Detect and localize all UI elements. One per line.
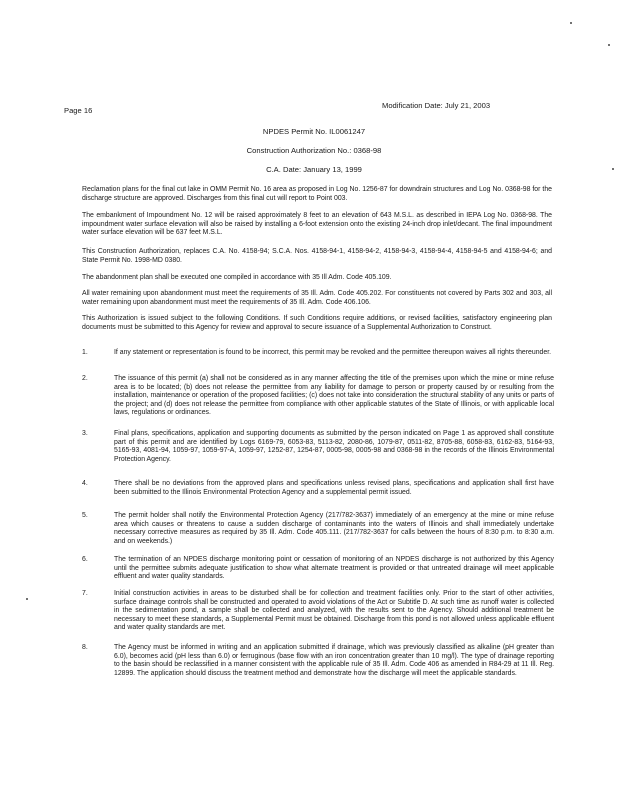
paragraph-conditions-intro: This Authorization is issued subject to the following Conditions. If such Conditions require additions, or revised facilities, satisfactory engineering plan documents must be submitted to this Agency for review and approval to secure issuance of a Supplemental Authorization to Construct. [82,315,552,331]
condition-text: The permit holder shall notify the Environmental Protection Agency (217/782-3637) immediately of an emergency at the mine or mine refuse area which causes or threatens to cause a sudden discharge of contaminants into the waters of Illinois and shall immediately undertake necessary corrective measures as required by 35 Ill. Adm. Code 405.111. (217/782-3637 for calls between the hours of 8:30 p.m. to 8:30 a.m. and on weekends.) [114,512,554,545]
paragraph-replaces: This Construction Authorization, replaces C.A. No. 4158-94; S.C.A. Nos. 4158-94-1, 4158-94-2, 4158-94-3, 4158-94-4, 4158-94-5 and 4158-94-6; and State Permit No. 1998-MD 0380. [82,248,552,264]
ca-date: C.A. Date: January 13, 1999 [266,165,362,174]
paragraph-embankment: The embankment of Impoundment No. 12 will be raised approximately 8 feet to an elevation of 643 M.S.L. as described in IEPA Log No. 0368-98. The impoundment water surface elevation will also be raised by installing a 6-foot extension onto the existing 24-inch drop inlet/decant. The final impoundment water surface elevation will be 637 feet M.S.L. [82,212,552,237]
condition-number: 4. [82,480,88,487]
condition-text: The issuance of this permit (a) shall not be considered as in any manner affecting the title of the premises upon which the mine or mine refuse area is to be located; (b) does not release the permittee from any liability for damage to person or property caused by or resulting from the installation, maintenance or operation of the proposed facilities; (c) does not take into consideration the structural stability of any units or parts of the project; and (d) does not release the permittee from compliance with other applicable statutes of the State of Illinois, or with applicable local laws, regulations or ordinances. [114,375,554,417]
condition-number: 7. [82,590,88,597]
page-number: Page 16 [64,106,93,115]
condition-number: 5. [82,512,88,519]
construction-authorization-number: Construction Authorization No.: 0368-98 [246,146,382,155]
scan-speck [570,22,572,24]
condition-text: If any statement or representation is found to be incorrect, this permit may be revoked and the permittee thereupon waives all rights thereunder. [114,349,552,356]
permit-number: NPDES Permit No. IL0061247 [262,127,366,136]
condition-text: The Agency must be informed in writing and an application submitted if drainage, which was previously classified as alkaline (pH greater than 6.0), becomes acid (pH less than 6.0) or ferruginous (base flow with an iron concentration greater than 10 mg/l). The type of drainage reporting to the basin should be reclassified in a manner consistent with the applicable rule of 35 Ill. Adm. Code 406 as amended in R84-29 at 11 Ill. Reg. 12899. The application should discuss the treatment method and demonstrate how the discharge will meet the applicable standards. [114,644,554,677]
condition-text: There shall be no deviations from the approved plans and specifications unless revised plans, specifications and application shall first have been submitted to the Illinois Environmental Protection Agency and a supplemental permit issued. [114,480,554,496]
condition-number: 8. [82,644,88,651]
condition-number: 2. [82,375,88,382]
scan-speck [26,598,28,600]
paragraph-water-remaining: All water remaining upon abandonment must meet the requirements of 35 Ill. Adm. Code 405.202. For constituents not covered by Parts 302 and 303, all water remaining upon abandonment must meet the requirements of 35 Ill. Adm. Code 406.106. [82,290,552,306]
condition-text: The termination of an NPDES discharge monitoring point or cessation of monitoring of an NPDES discharge is not authorized by this Agency until the permittee submits adequate justification to show what alternate treatment is provided or that untreated drainage will meet applicable effluent and water quality standards. [114,556,554,581]
modification-date: Modification Date: July 21, 2003 [382,101,491,110]
condition-number: 3. [82,430,88,437]
paragraph-abandonment-plan: The abandonment plan shall be executed one compiled in accordance with 35 Ill Adm. Code 405.109. [82,274,392,281]
condition-number: 6. [82,556,88,563]
paragraph-reclamation: Reclamation plans for the final cut lake in OMM Permit No. 16 area as proposed in Log No. 1256-87 for downdrain structures and Log No. 0368-98 for the discharge structure are approved. Discharges from this final cut will report to Point 003. [82,186,552,202]
condition-text: Initial construction activities in areas to be disturbed shall be for collection and treatment facilities only. Prior to the start of other activities, surface drainage controls shall be constructed and operated to avoid violations of the Act or Subtitle D. At such time as runoff water is collected in the sedimentation pond, a sample shall be collected and analyzed, with the results sent to the Agency. Should additional treatment be necessary to meet these standards, a Supplemental Permit must be obtained. Discharge from this pond is not allowed unless applicable effluent and water quality standards are met. [114,590,554,632]
condition-number: 1. [82,349,88,356]
scan-speck [608,44,610,46]
condition-text: Final plans, specifications, application and supporting documents as submitted by the person indicated on Page 1 as approved shall constitute part of this permit and are identified by Logs 6169-79, 6053-83, 5113-82, 2080-86, 1079-87, 0511-82, 8705-88, 6058-83, 6162-83, 5164-93, 5165-93, 4081-94, 1059-97, 1059-97-A, 1059-97, 1252-87, 1254-87, 0005-98, 0005-98 and 0368-98 in the records of the Illinois Environmental Protection Agency. [114,430,554,463]
